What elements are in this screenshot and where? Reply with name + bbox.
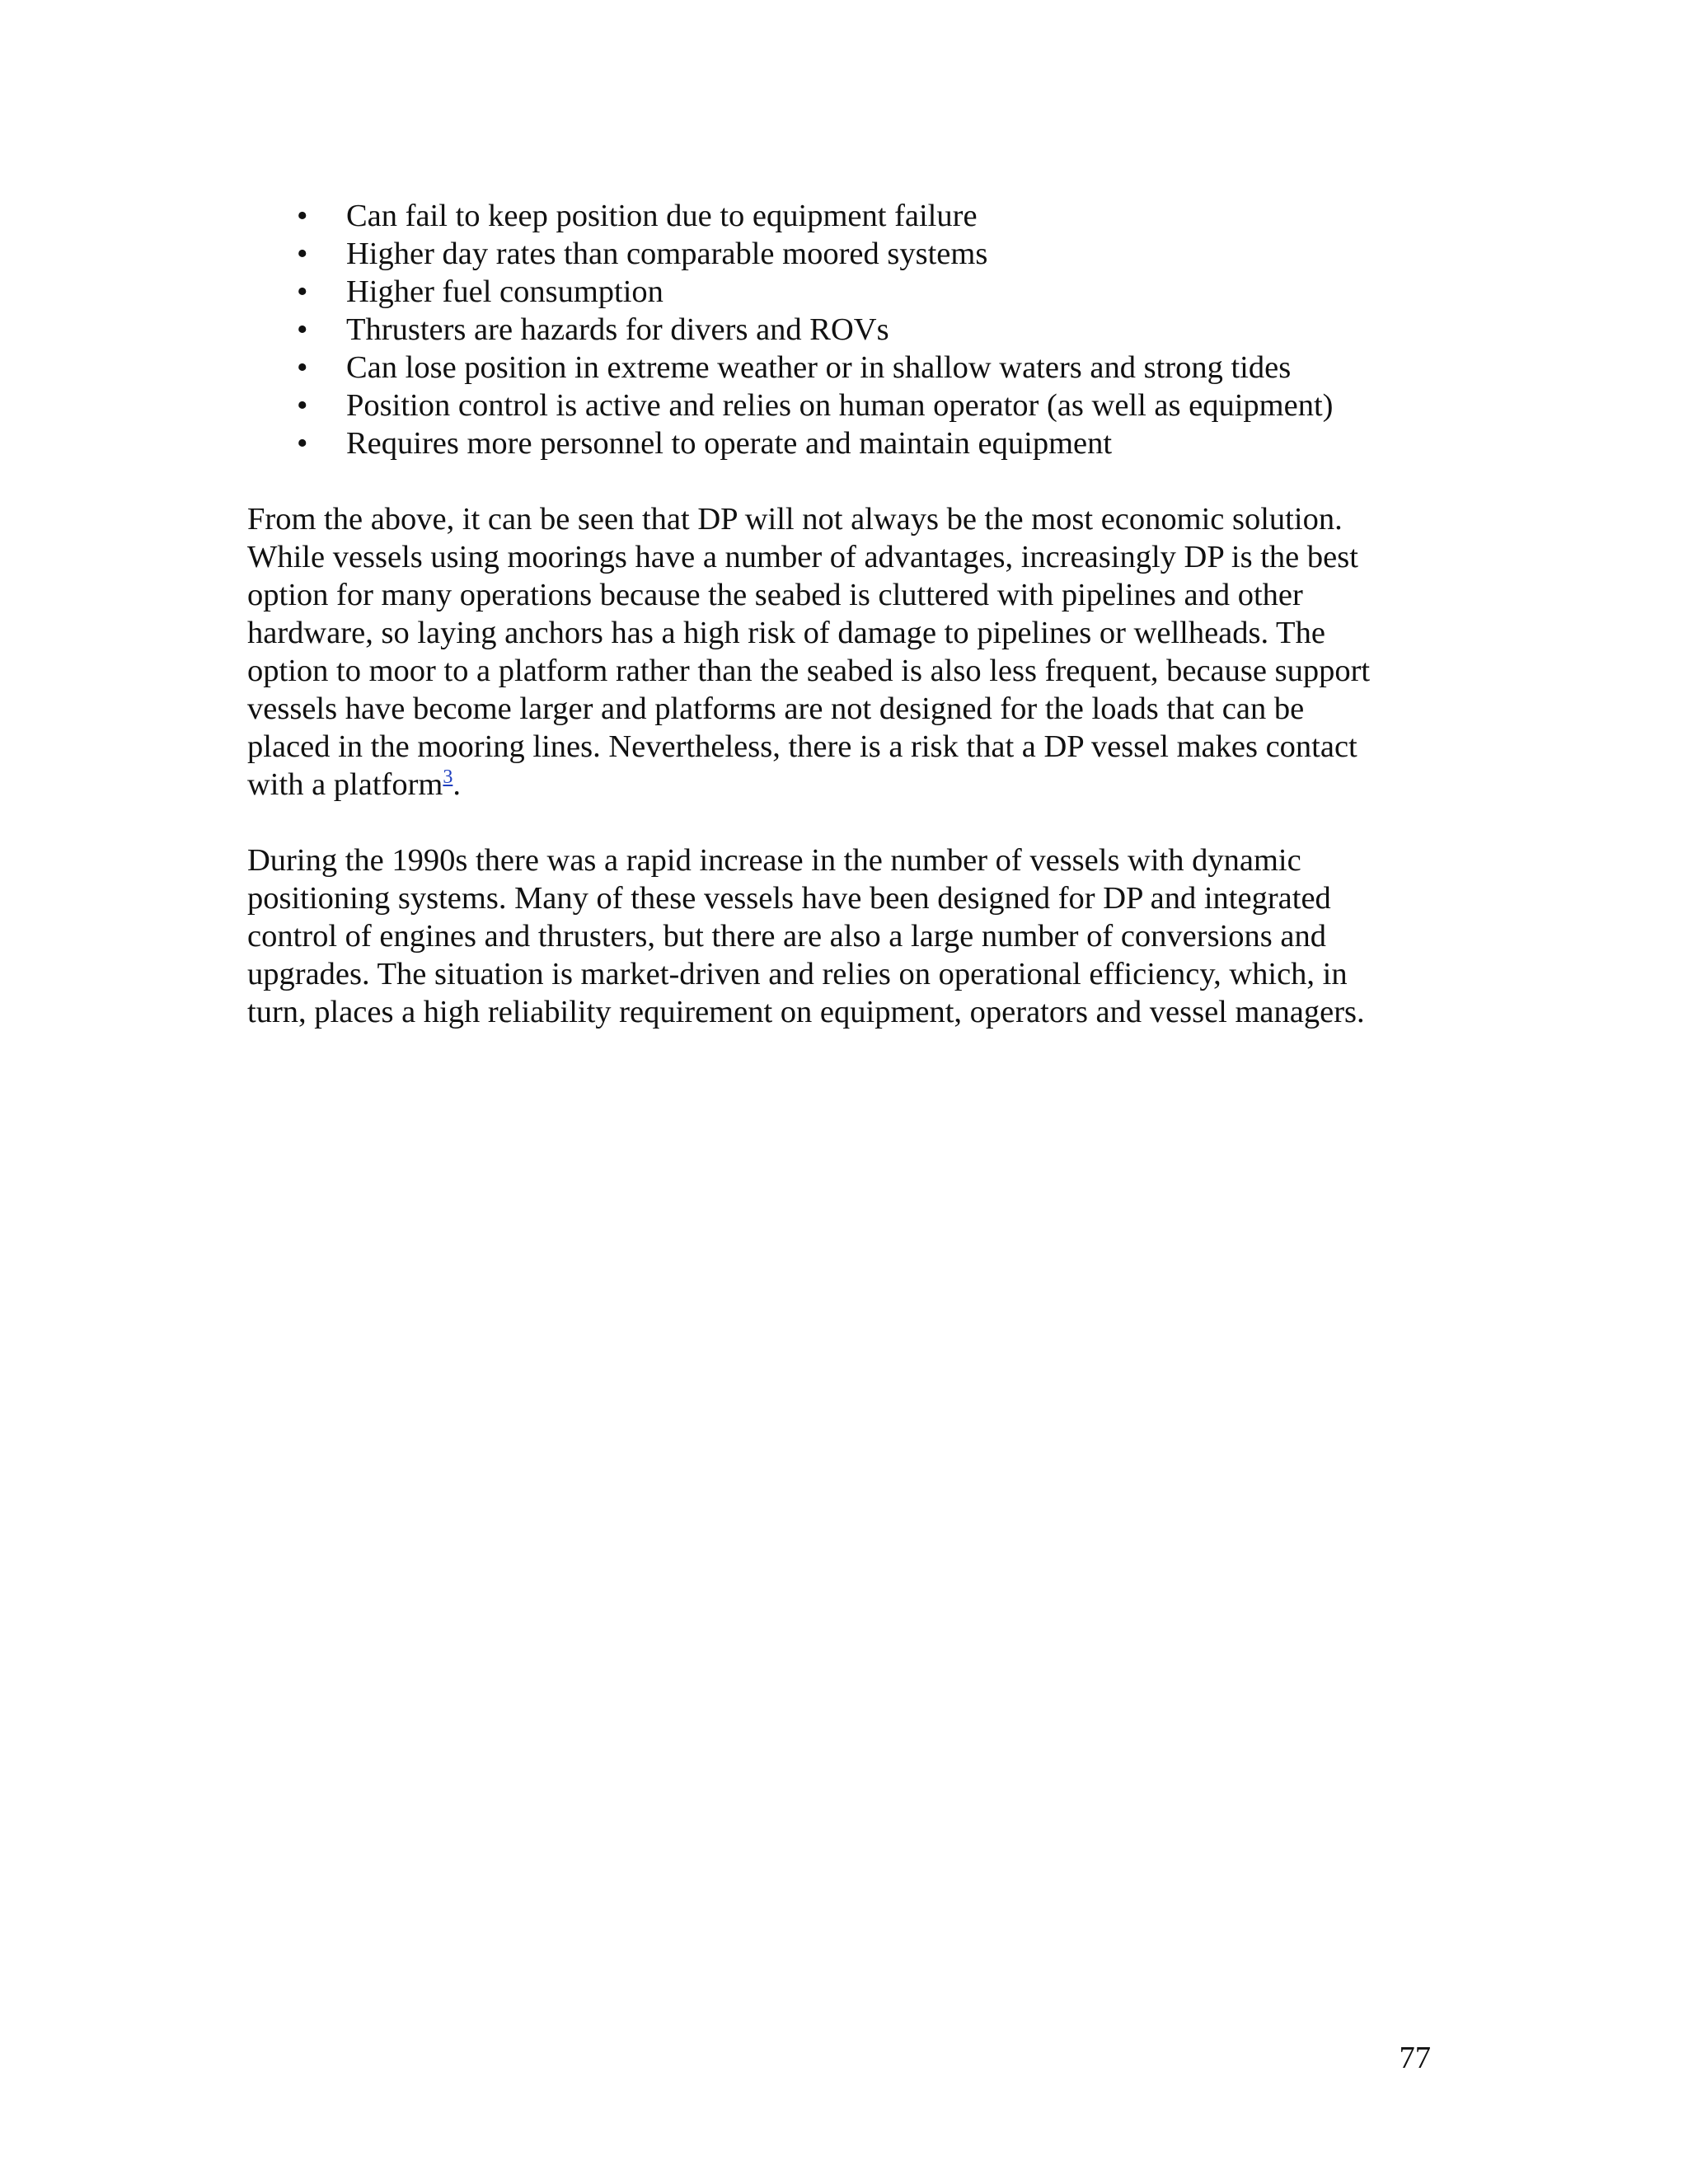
paragraph-1990s-growth <box>247 841 1459 1031</box>
paragraph-line: While vessels using moorings have a number of advantages, increasingly DP is the best <box>247 540 1358 574</box>
list-item-text: Can lose position in extreme weather or in shallow waters and strong tides <box>346 350 1292 385</box>
page-number: 77 <box>1399 2041 1431 2075</box>
list-item <box>247 349 1459 387</box>
list-item <box>247 235 1459 273</box>
paragraph-line-end: . <box>452 767 461 802</box>
paragraph-line: option to moor to a platform rather than the seabed is also less frequent, because support <box>247 654 1371 688</box>
page-content <box>247 197 1459 1031</box>
bullet-icon: • <box>297 237 308 271</box>
paragraph-line: turn, places a high reliability requirement on equipment, operators and vessel managers. <box>247 995 1365 1029</box>
paragraph-line: positioning systems. Many of these vessels have been designed for DP and integrated <box>247 881 1331 916</box>
bullet-icon: • <box>297 426 308 461</box>
list-item-text: Thrusters are hazards for divers and ROVs <box>346 312 889 347</box>
paragraph-line: During the 1990s there was a rapid increase in the number of vessels with dynamic <box>247 843 1301 878</box>
list-item-text: Position control is active and relies on human operator (as well as equipment) <box>346 388 1334 423</box>
paragraph-line: hardware, so laying anchors has a high risk of damage to pipelines or wellheads. The <box>247 616 1325 650</box>
bullet-icon: • <box>297 199 308 233</box>
bullet-icon: • <box>297 388 308 423</box>
paragraph-line: control of engines and thrusters, but there are also a large number of conversions and <box>247 919 1326 954</box>
paragraph-line: with a platform <box>247 767 443 802</box>
paragraph-dp-economics <box>247 500 1459 804</box>
paragraph-line: option for many operations because the seabed is cluttered with pipelines and other <box>247 578 1303 612</box>
list-item <box>247 424 1459 462</box>
paragraph-line: placed in the mooring lines. Nevertheless, there is a risk that a DP vessel makes contact <box>247 729 1357 764</box>
list-item-text: Higher fuel consumption <box>346 274 663 309</box>
list-item-text: Requires more personnel to operate and maintain equipment <box>346 426 1113 461</box>
list-item <box>247 273 1459 311</box>
bullet-icon: • <box>297 274 308 309</box>
bullet-icon: • <box>297 312 308 347</box>
list-item <box>247 387 1459 424</box>
list-item <box>247 197 1459 235</box>
list-item-text: Higher day rates than comparable moored systems <box>346 237 988 271</box>
disadvantages-list <box>247 197 1459 462</box>
paragraph-line: vessels have become larger and platforms are not designed for the loads that can be <box>247 691 1305 726</box>
list-item <box>247 311 1459 349</box>
bullet-icon: • <box>297 350 308 385</box>
paragraph-line: From the above, it can be seen that DP will not always be the most economic solution. <box>247 502 1343 537</box>
paragraph-line: upgrades. The situation is market-driven and relies on operational efficiency, which, in <box>247 957 1348 991</box>
list-item-text: Can fail to keep position due to equipment failure <box>346 199 978 233</box>
footnote-reference-link[interactable]: 3 <box>443 766 453 788</box>
